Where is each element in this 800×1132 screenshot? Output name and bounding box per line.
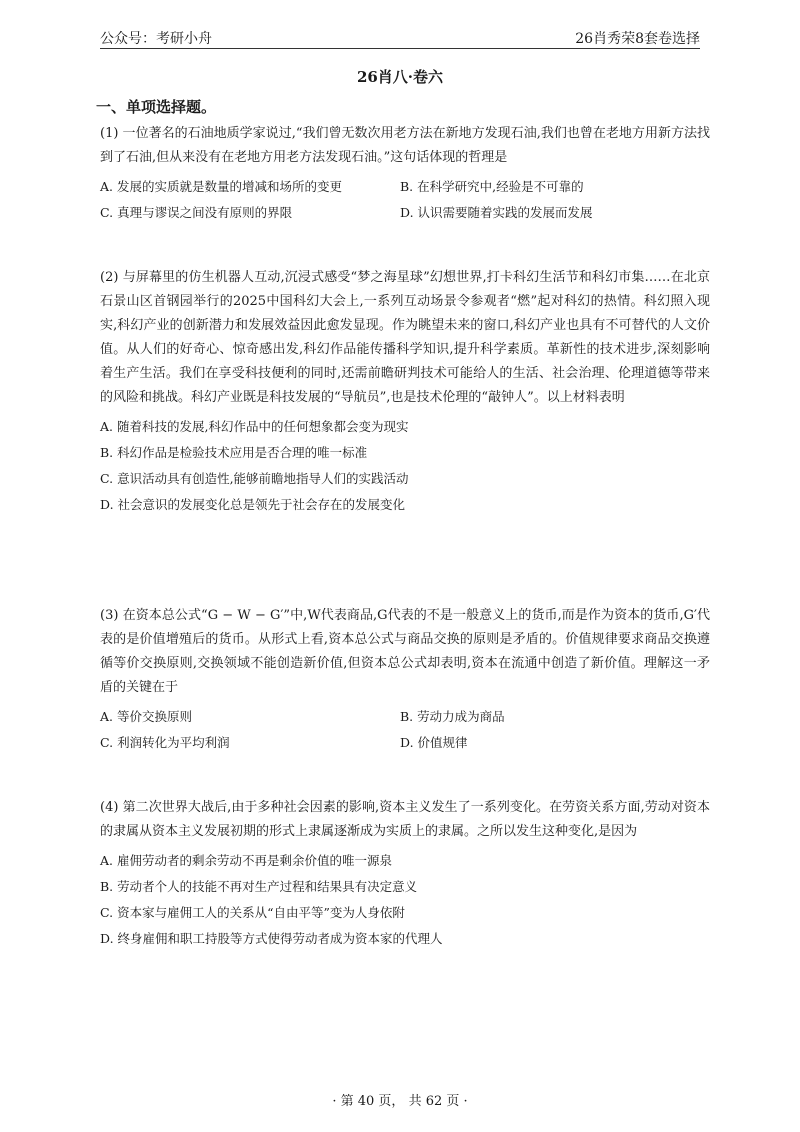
header-title: 26肖秀荣8套卷选择: [575, 31, 700, 47]
page-title: 26肖八·卷六: [356, 68, 444, 86]
question-stem: (2) 与屏幕里的仿生机器人互动,沉浸式感受“梦之海星球”幻想世界,打卡科幻生活节和科幻市集……在北京石景山区首钢园举行的2025中国科幻大会上,一系列互动场景令参观者“燃”起对科幻的热情。科幻照入现实,科幻产业的创新潜力和发展效益因此愈发显现。作为眺望未来的窗口,科幻产业也具有不可替代的人文价值。从人们的好奇心、惊奇感出发,科幻作品能传播科学知识,提升科学素质。革新性的技术进步,深刻影响着生产生活。我们在享受科技便利的同时,还需前瞻研判技术可能给人的生活、社会治理、伦理道德等带来的风险和挑战。科幻产业既是科技发展的“导航员”,也是技术伦理的“敲钟人”。以上材料表明: [100, 270, 710, 405]
option-c[interactable]: C. 利润转化为平均利润: [100, 735, 230, 750]
page-number: · 第 40 页， 共 62 页 ·: [332, 1094, 468, 1109]
option-c[interactable]: C. 资本家与雇佣工人的关系从“自由平等”变为人身依附: [100, 905, 405, 920]
option-b[interactable]: B. 劳动力成为商品: [400, 709, 505, 724]
option-c[interactable]: C. 意识活动具有创造性,能够前瞻地指导人们的实践活动: [100, 471, 409, 486]
option-a[interactable]: A. 等价交换原则: [100, 709, 192, 724]
option-d[interactable]: D. 认识需要随着实践的发展而发展: [400, 205, 593, 220]
option-a[interactable]: A. 雇佣劳动者的剩余劳动不再是剩余价值的唯一源泉: [100, 853, 392, 868]
option-b[interactable]: B. 科幻作品是检验技术应用是否合理的唯一标准: [100, 445, 368, 460]
option-a[interactable]: A. 发展的实质就是数量的增减和场所的变更: [100, 179, 342, 194]
page-header: [100, 26, 700, 49]
option-c[interactable]: C. 真理与谬误之间没有原则的界限: [100, 205, 293, 220]
options-list: [100, 414, 710, 518]
option-b[interactable]: B. 在科学研究中,经验是不可靠的: [400, 179, 584, 194]
question-stem: (4) 第二次世界大战后,由于多种社会因素的影响,资本主义发生了一系列变化。在劳资关系方面,劳动对资本的隶属从资本主义发展初期的形式上隶属逐渐成为实质上的隶属。之所以发生这种变化,是因为: [100, 800, 710, 839]
options-grid: [100, 704, 710, 756]
question-4: [100, 796, 710, 952]
header-source: 公众号：考研小舟: [100, 31, 212, 47]
question-2: [100, 266, 710, 518]
question-stem: (3) 在资本总公式“G − W − G′”中,W代表商品,G代表的不是一般意义上的货币,而是作为资本的货币,G′代表的是价值增殖后的货币。从形式上看,资本总公式与商品交换的原则是矛盾的。价值规律要求商品交换遵循等价交换原则,交换领域不能创造新价值,但资本总公式却表明,资本在流通中创造了新价值。理解这一矛盾的关键在于: [100, 608, 710, 695]
option-d[interactable]: D. 终身雇佣和职工持股等方式使得劳动者成为资本家的代理人: [100, 931, 443, 946]
options-grid: [100, 174, 710, 226]
question-stem: (1) 一位著名的石油地质学家说过,“我们曾无数次用老方法在新地方发现石油,我们也曾在老地方用新方法找到了石油,但从来没有在老地方用老方法发现石油。”这句话体现的哲理是: [100, 126, 710, 165]
option-d[interactable]: D. 社会意识的发展变化总是领先于社会存在的发展变化: [100, 497, 406, 512]
section-heading: 一、单项选择题。: [96, 98, 217, 116]
option-b[interactable]: B. 劳动者个人的技能不再对生产过程和结果具有决定意义: [100, 879, 418, 894]
option-d[interactable]: D. 价值规律: [400, 735, 468, 750]
options-list: [100, 848, 710, 952]
question-1: [100, 122, 710, 226]
option-a[interactable]: A. 随着科技的发展,科幻作品中的任何想象都会变为现实: [100, 419, 409, 434]
question-3: [100, 604, 710, 756]
